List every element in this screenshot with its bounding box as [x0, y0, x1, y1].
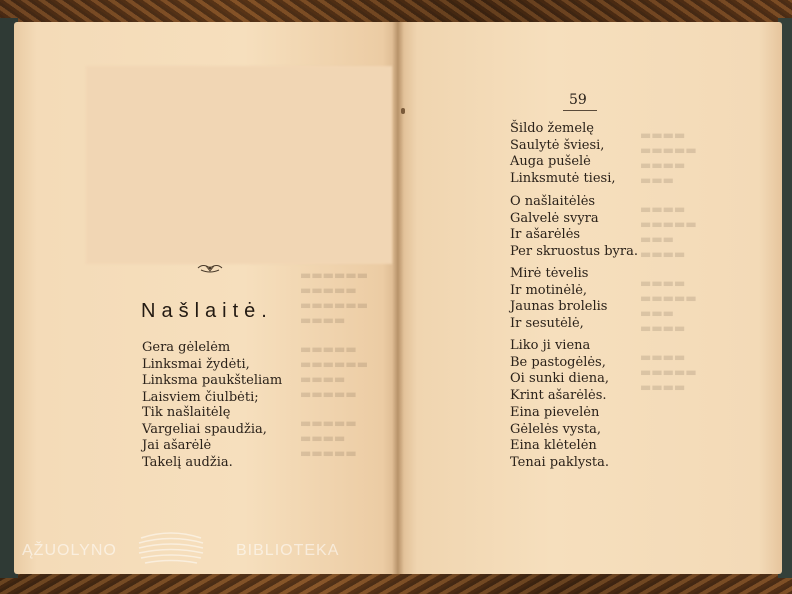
verse-line: Eina klėtelėn — [510, 438, 597, 453]
verse-line: Galvelė svyra — [510, 210, 599, 226]
verse-line: Ir motinėlė, — [510, 282, 588, 298]
verse-line: Linksmai žydėti, — [142, 356, 250, 372]
show-through-text-right: ▬▬▬▬ ▬▬▬▬▬ ▬▬▬▬ ▬▬▬ ▬▬▬▬ ▬▬▬▬▬ ▬▬▬ ▬▬▬▬ ▬▬▬▬ ▬▬▬▬▬ ▬▬▬ ▬▬▬▬ ▬▬▬▬ ▬▬▬▬▬ ▬▬▬▬ — [640, 128, 697, 394]
verse-line: Mirė tėvelis — [510, 266, 589, 281]
right-stanza-1 — [510, 121, 616, 187]
verse-line: Liko ji viena — [510, 338, 591, 353]
verse-line: Tik našlaitėlę — [142, 405, 231, 420]
page-number-rule — [563, 110, 597, 111]
verse-line: Eina pievelėn — [510, 405, 600, 420]
left-stanza-1 — [142, 340, 282, 406]
verse-line: Jaunas brolelis — [510, 299, 608, 314]
show-through-text-left: ▬▬▬▬▬▬ ▬▬▬▬▬ ▬▬▬▬▬▬ ▬▬▬▬ ▬▬▬▬▬ ▬▬▬▬▬▬ ▬▬▬▬ ▬▬▬▬▬ ▬▬▬▬▬ ▬▬▬▬ ▬▬▬▬▬ — [300, 268, 369, 460]
verse-line: Linksmutė tiesi, — [510, 170, 616, 186]
watermark-left-text: ĄŽUOLYNO — [22, 542, 117, 559]
verse-line: Tenai paklysta. — [510, 454, 609, 470]
redacted-area — [86, 66, 392, 264]
page-number: 59 — [569, 92, 587, 108]
book-gutter — [392, 22, 404, 574]
library-logo-icon — [135, 530, 207, 566]
verse-line: Ir ašarėlės — [510, 227, 581, 242]
verse-line: Krint ašarėlės. — [510, 387, 607, 403]
verse-line: Takelį audžia. — [142, 454, 233, 470]
right-stanza-3 — [510, 266, 607, 332]
verse-line: Per skruostus byra. — [510, 243, 639, 259]
page-mark — [401, 108, 405, 114]
verse-line: Gėlelės vysta, — [510, 421, 602, 437]
verse-line: Vargeliai spaudžia, — [142, 421, 267, 437]
verse-line: Jai ašarėlė — [142, 438, 212, 453]
verse-line: Gera gėlelėm — [142, 340, 231, 355]
verse-line: Oi sunki diena, — [510, 371, 609, 386]
verse-line: Ir sesutėlė, — [510, 315, 584, 331]
right-stanza-2 — [510, 194, 638, 260]
verse-line: Saulytė šviesi, — [510, 137, 605, 153]
verse-line: O našlaitėlės — [510, 194, 596, 209]
right-stanza-4 — [510, 338, 609, 404]
decorative-ornament-icon — [197, 262, 223, 274]
watermark-right-text: BIBLIOTEKA — [236, 542, 340, 559]
poem-title: Našlaitė. — [141, 300, 273, 322]
left-stanza-2 — [142, 405, 267, 471]
verse-line: Auga pušelė — [510, 154, 591, 169]
right-stanza-5 — [510, 405, 609, 471]
verse-line: Laisviem čiulbėti; — [142, 389, 259, 405]
verse-line: Šildo žemelę — [510, 121, 594, 136]
verse-line: Be pastogėlės, — [510, 354, 606, 370]
verse-line: Linksma paukšteliam — [142, 373, 283, 388]
